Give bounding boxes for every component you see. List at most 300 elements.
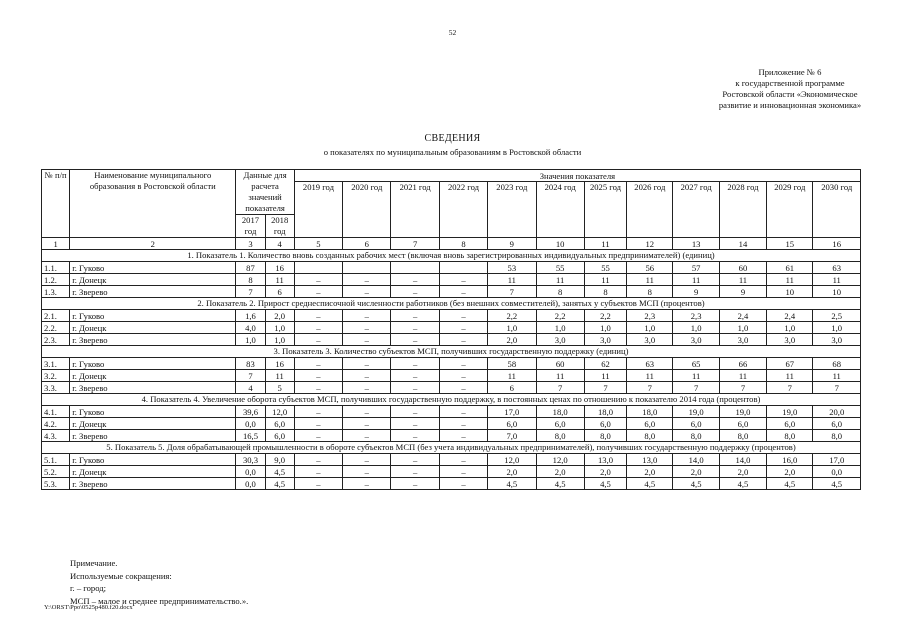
row-number: 5.2.	[42, 466, 70, 478]
value-cell: 7	[488, 286, 536, 298]
row-number: 5.3.	[42, 478, 70, 490]
value-cell: 1,0	[813, 322, 861, 334]
value-cell: –	[391, 370, 439, 382]
notes	[70, 557, 248, 607]
value-cell: 6,0	[767, 418, 813, 430]
value-cell: 7	[767, 382, 813, 394]
row-number: 2.3.	[42, 334, 70, 346]
value-cell: 2,2	[536, 310, 584, 322]
note-line: г. – город;	[70, 583, 107, 593]
municipality-name: г. Зверево	[70, 382, 236, 394]
file-path: Y:\ORST\Ppo\0525p480.f20.docx	[44, 604, 133, 611]
column-numbers-row	[42, 238, 861, 250]
value-cell: 8,0	[536, 430, 584, 442]
row-number: 1.2.	[42, 274, 70, 286]
value-cell: 65	[673, 358, 719, 370]
value-cell: 8,0	[719, 430, 766, 442]
value-cell: 1,0	[719, 322, 766, 334]
value-cell: –	[343, 274, 391, 286]
value-cell: 1,0	[767, 322, 813, 334]
table-row	[42, 478, 861, 490]
column-number: 15	[767, 238, 813, 250]
value-cell: 0,0	[236, 418, 265, 430]
value-cell: –	[439, 358, 487, 370]
appendix-line: к государственной программе	[735, 78, 845, 88]
value-cell: 6,0	[673, 418, 719, 430]
value-cell: 9	[673, 286, 719, 298]
value-cell: 18,0	[627, 406, 673, 418]
header-num: № п/п	[42, 170, 70, 238]
value-cell: 6,0	[584, 418, 626, 430]
header-year: 2024 год	[536, 182, 584, 238]
table-row	[42, 334, 861, 346]
value-cell: 20,0	[813, 406, 861, 418]
value-cell: 19,0	[767, 406, 813, 418]
value-cell: 11	[719, 370, 766, 382]
column-number: 1	[42, 238, 70, 250]
header-year: 2026 год	[627, 182, 673, 238]
value-cell: 2,0	[719, 466, 766, 478]
value-cell: 7	[719, 382, 766, 394]
section-title: 3. Показатель 3. Количество субъектов МСП, получивших государственную поддержку (единиц)	[42, 346, 861, 358]
value-cell: 7	[813, 382, 861, 394]
table-row	[42, 310, 861, 322]
value-cell: 3,0	[813, 334, 861, 346]
value-cell: 19,0	[719, 406, 766, 418]
appendix-line: Приложение № 6	[758, 67, 822, 77]
value-cell: 12,0	[265, 406, 294, 418]
value-cell: 12,0	[536, 454, 584, 466]
value-cell: 3,0	[536, 334, 584, 346]
value-cell: 9	[719, 286, 766, 298]
value-cell: 53	[488, 262, 536, 274]
row-number: 4.3.	[42, 430, 70, 442]
value-cell: 2,5	[813, 310, 861, 322]
row-number: 3.1.	[42, 358, 70, 370]
value-cell: 4,5	[719, 478, 766, 490]
municipality-name: г. Донецк	[70, 418, 236, 430]
value-cell: 0,0	[813, 466, 861, 478]
appendix-line: развитие и инновационная экономика»	[718, 100, 862, 110]
value-cell: 11	[813, 370, 861, 382]
value-cell: –	[439, 454, 487, 466]
value-cell: 6,0	[627, 418, 673, 430]
table-row	[42, 430, 861, 442]
value-cell: 6	[488, 382, 536, 394]
value-cell: 3,0	[767, 334, 813, 346]
value-cell: 13,0	[627, 454, 673, 466]
value-cell: 1,6	[236, 310, 265, 322]
value-cell: 17,0	[488, 406, 536, 418]
value-cell: 39,6	[236, 406, 265, 418]
table-row	[42, 370, 861, 382]
value-cell: 4,5	[584, 478, 626, 490]
value-cell: 8,0	[813, 430, 861, 442]
header-data: Данные для расчета значений показателя	[236, 170, 294, 215]
value-cell	[343, 262, 391, 274]
value-cell: 7	[673, 382, 719, 394]
value-cell: –	[439, 430, 487, 442]
value-cell: 55	[584, 262, 626, 274]
value-cell: 62	[584, 358, 626, 370]
column-number: 16	[813, 238, 861, 250]
municipality-name: г. Донецк	[70, 466, 236, 478]
value-cell: 11	[627, 274, 673, 286]
value-cell: –	[343, 466, 391, 478]
value-cell: 30,3	[236, 454, 265, 466]
value-cell: –	[343, 358, 391, 370]
value-cell: 56	[627, 262, 673, 274]
value-cell: 18,0	[584, 406, 626, 418]
column-number: 3	[236, 238, 265, 250]
value-cell: 4	[236, 382, 265, 394]
header-year: 2025 год	[584, 182, 626, 238]
value-cell: –	[294, 406, 342, 418]
municipality-name: г. Зверево	[70, 478, 236, 490]
value-cell	[294, 262, 342, 274]
table-row	[42, 406, 861, 418]
value-cell: –	[294, 310, 342, 322]
value-cell: –	[343, 310, 391, 322]
value-cell: 3,0	[673, 334, 719, 346]
value-cell: 7	[627, 382, 673, 394]
value-cell: 10	[767, 286, 813, 298]
value-cell: 1,0	[265, 334, 294, 346]
header-name: Наименование муниципального образования в Ростовской области	[70, 170, 236, 238]
document-title: СВЕДЕНИЯ	[424, 133, 481, 144]
value-cell: –	[294, 430, 342, 442]
value-cell: 6,0	[488, 418, 536, 430]
value-cell: 11	[767, 274, 813, 286]
appendix-caption	[660, 67, 905, 111]
value-cell: –	[294, 418, 342, 430]
value-cell: 55	[536, 262, 584, 274]
value-cell: 10	[813, 286, 861, 298]
municipality-name: г. Зверево	[70, 286, 236, 298]
value-cell: –	[294, 358, 342, 370]
value-cell: 3,0	[584, 334, 626, 346]
value-cell: 11	[584, 370, 626, 382]
value-cell: 2,4	[719, 310, 766, 322]
value-cell: –	[391, 466, 439, 478]
column-number: 9	[488, 238, 536, 250]
header-year: 2019 год	[294, 182, 342, 238]
value-cell: –	[294, 322, 342, 334]
value-cell: –	[391, 274, 439, 286]
table-row	[42, 274, 861, 286]
header-year: 2027 год	[673, 182, 719, 238]
header-year: 2023 год	[488, 182, 536, 238]
table-row	[42, 382, 861, 394]
value-cell: –	[343, 430, 391, 442]
section-row	[42, 346, 861, 358]
value-cell: 8	[584, 286, 626, 298]
value-cell: –	[439, 286, 487, 298]
value-cell: 4,5	[673, 478, 719, 490]
value-cell: 11	[536, 274, 584, 286]
value-cell: 60	[536, 358, 584, 370]
value-cell: 2,3	[673, 310, 719, 322]
value-cell: 1,0	[673, 322, 719, 334]
value-cell: 2,0	[584, 466, 626, 478]
municipality-name: г. Зверево	[70, 334, 236, 346]
municipality-name: г. Зверево	[70, 430, 236, 442]
row-number: 5.1.	[42, 454, 70, 466]
value-cell: –	[439, 418, 487, 430]
value-cell: 1,0	[536, 322, 584, 334]
value-cell: 61	[767, 262, 813, 274]
value-cell: 12,0	[488, 454, 536, 466]
value-cell: –	[439, 382, 487, 394]
value-cell: 9,0	[265, 454, 294, 466]
municipality-name: г. Гуково	[70, 358, 236, 370]
column-number: 13	[673, 238, 719, 250]
value-cell: 8,0	[767, 430, 813, 442]
column-number: 5	[294, 238, 342, 250]
value-cell: 13,0	[584, 454, 626, 466]
section-row	[42, 298, 861, 310]
header-year: 2021 год	[391, 182, 439, 238]
value-cell: 11	[265, 274, 294, 286]
value-cell: 19,0	[673, 406, 719, 418]
section-row	[42, 394, 861, 406]
value-cell: –	[294, 286, 342, 298]
value-cell: –	[343, 334, 391, 346]
value-cell: 0,0	[236, 478, 265, 490]
value-cell: 11	[813, 274, 861, 286]
value-cell: 4,5	[488, 478, 536, 490]
value-cell: 16,0	[767, 454, 813, 466]
value-cell: 67	[767, 358, 813, 370]
value-cell: 11	[767, 370, 813, 382]
value-cell: 8,0	[584, 430, 626, 442]
value-cell: –	[343, 418, 391, 430]
value-cell: 2,0	[767, 466, 813, 478]
value-cell: 2,0	[488, 334, 536, 346]
value-cell: 14,0	[673, 454, 719, 466]
value-cell: –	[439, 406, 487, 418]
value-cell: 11	[719, 274, 766, 286]
value-cell: 58	[488, 358, 536, 370]
value-cell: 6,0	[813, 418, 861, 430]
section-row	[42, 442, 861, 454]
value-cell: 2,0	[673, 466, 719, 478]
row-number: 3.2.	[42, 370, 70, 382]
header-year: 2022 год	[439, 182, 487, 238]
value-cell: –	[343, 382, 391, 394]
value-cell: 3,0	[627, 334, 673, 346]
value-cell	[391, 262, 439, 274]
value-cell: 11	[265, 370, 294, 382]
value-cell: 63	[627, 358, 673, 370]
value-cell: –	[294, 454, 342, 466]
value-cell: 6,0	[536, 418, 584, 430]
value-cell: 11	[584, 274, 626, 286]
value-cell: 68	[813, 358, 861, 370]
value-cell: 2,0	[265, 310, 294, 322]
row-number: 2.2.	[42, 322, 70, 334]
section-title: 5. Показатель 5. Доля обрабатывающей промышленности в обороте субъектов МСП (без учета индивидуальных предпринимателей), получивших государственную поддержку (процентов)	[42, 442, 861, 454]
value-cell: 7	[536, 382, 584, 394]
value-cell: –	[391, 454, 439, 466]
value-cell: 8,0	[673, 430, 719, 442]
section-title: 2. Показатель 2. Прирост среднесписочной численности работников (без внешних совместителей), занятых у субъектов МСП (процентов)	[42, 298, 861, 310]
document-subtitle: о показателях по муниципальным образованиям в Ростовской области	[323, 147, 582, 157]
value-cell: –	[391, 310, 439, 322]
value-cell: –	[343, 478, 391, 490]
value-cell: 1,0	[584, 322, 626, 334]
value-cell: 57	[673, 262, 719, 274]
value-cell: 7	[584, 382, 626, 394]
header-year: 2028 год	[719, 182, 766, 238]
municipality-name: г. Донецк	[70, 274, 236, 286]
value-cell: 2,0	[536, 466, 584, 478]
column-number: 4	[265, 238, 294, 250]
column-number: 14	[719, 238, 766, 250]
value-cell: 4,5	[627, 478, 673, 490]
value-cell: 11	[627, 370, 673, 382]
value-cell: –	[391, 478, 439, 490]
header-values: Значения показателя	[294, 170, 860, 182]
row-number: 2.1.	[42, 310, 70, 322]
header-year-2017: 2017 год	[236, 215, 265, 238]
value-cell: 6	[265, 286, 294, 298]
value-cell: 16	[265, 262, 294, 274]
value-cell: –	[439, 310, 487, 322]
column-number: 7	[391, 238, 439, 250]
value-cell: –	[391, 322, 439, 334]
value-cell: –	[294, 370, 342, 382]
value-cell: 6,0	[265, 418, 294, 430]
value-cell: 8	[627, 286, 673, 298]
value-cell: –	[391, 406, 439, 418]
value-cell: 11	[673, 370, 719, 382]
value-cell: 4,5	[265, 466, 294, 478]
section-title: 4. Показатель 4. Увеличение оборота субъектов МСП, получивших государственную поддержку, в постоянных ценах по отношению к показателю 2014 года (процентов)	[42, 394, 861, 406]
value-cell: –	[294, 382, 342, 394]
table-row	[42, 454, 861, 466]
value-cell: 6,0	[719, 418, 766, 430]
table-row	[42, 322, 861, 334]
value-cell: 7	[236, 286, 265, 298]
value-cell: 2,2	[584, 310, 626, 322]
table-row	[42, 466, 861, 478]
value-cell: 16	[265, 358, 294, 370]
note-line: Используемые сокращения:	[70, 570, 172, 581]
value-cell: –	[391, 382, 439, 394]
table-row	[42, 286, 861, 298]
value-cell: –	[294, 478, 342, 490]
municipality-name: г. Гуково	[70, 310, 236, 322]
value-cell: 8	[536, 286, 584, 298]
value-cell: 11	[673, 274, 719, 286]
table-row	[42, 262, 861, 274]
value-cell: 2,4	[767, 310, 813, 322]
section-row	[42, 250, 861, 262]
value-cell: 7,0	[488, 430, 536, 442]
column-number: 12	[627, 238, 673, 250]
value-cell: –	[294, 334, 342, 346]
appendix-line: Ростовской области «Экономическое	[722, 89, 858, 99]
value-cell: –	[343, 454, 391, 466]
value-cell: –	[343, 370, 391, 382]
value-cell: 1,0	[627, 322, 673, 334]
column-number: 8	[439, 238, 487, 250]
value-cell: 11	[488, 370, 536, 382]
value-cell: –	[343, 322, 391, 334]
header-year: 2030 год	[813, 182, 861, 238]
value-cell: –	[439, 322, 487, 334]
value-cell: 8,0	[627, 430, 673, 442]
section-title: 1. Показатель 1. Количество вновь созданных рабочих мест (включая вновь зарегистрированных индивидуальных предпринимателей) (единиц)	[42, 250, 861, 262]
value-cell: 87	[236, 262, 265, 274]
value-cell: 17,0	[813, 454, 861, 466]
value-cell	[439, 262, 487, 274]
value-cell: 2,0	[488, 466, 536, 478]
column-number: 6	[343, 238, 391, 250]
row-number: 4.1.	[42, 406, 70, 418]
value-cell: 14,0	[719, 454, 766, 466]
municipality-name: г. Гуково	[70, 454, 236, 466]
value-cell: 2,0	[627, 466, 673, 478]
column-number: 10	[536, 238, 584, 250]
value-cell: –	[343, 286, 391, 298]
value-cell: 11	[488, 274, 536, 286]
value-cell: 4,5	[813, 478, 861, 490]
column-number: 11	[584, 238, 626, 250]
value-cell: 60	[719, 262, 766, 274]
value-cell: –	[391, 418, 439, 430]
value-cell: 16,5	[236, 430, 265, 442]
municipality-name: г. Донецк	[70, 322, 236, 334]
value-cell: 3,0	[719, 334, 766, 346]
value-cell: 7	[236, 370, 265, 382]
header-row-1	[42, 170, 861, 182]
value-cell: 4,5	[265, 478, 294, 490]
row-number: 4.2.	[42, 418, 70, 430]
value-cell: 83	[236, 358, 265, 370]
value-cell: –	[439, 466, 487, 478]
note-line: МСП – малое и среднее предпринимательство.».	[70, 595, 249, 606]
value-cell: 1,0	[488, 322, 536, 334]
value-cell: –	[294, 466, 342, 478]
value-cell: 1,0	[236, 334, 265, 346]
value-cell: 4,5	[767, 478, 813, 490]
table-body	[42, 170, 861, 490]
row-number: 1.1.	[42, 262, 70, 274]
value-cell: –	[391, 334, 439, 346]
indicators-table	[41, 169, 861, 490]
value-cell: –	[439, 478, 487, 490]
value-cell: 18,0	[536, 406, 584, 418]
value-cell: 63	[813, 262, 861, 274]
value-cell: –	[343, 406, 391, 418]
value-cell: 11	[536, 370, 584, 382]
header-year-2018: 2018 год	[265, 215, 294, 238]
value-cell: –	[294, 274, 342, 286]
header-year: 2020 год	[343, 182, 391, 238]
page-number: 52	[448, 28, 457, 37]
value-cell: 1,0	[265, 322, 294, 334]
municipality-name: г. Донецк	[70, 370, 236, 382]
value-cell: –	[391, 430, 439, 442]
value-cell: 2,2	[488, 310, 536, 322]
header-year: 2029 год	[767, 182, 813, 238]
value-cell: –	[391, 358, 439, 370]
value-cell: 2,3	[627, 310, 673, 322]
value-cell: 5	[265, 382, 294, 394]
value-cell: –	[391, 286, 439, 298]
